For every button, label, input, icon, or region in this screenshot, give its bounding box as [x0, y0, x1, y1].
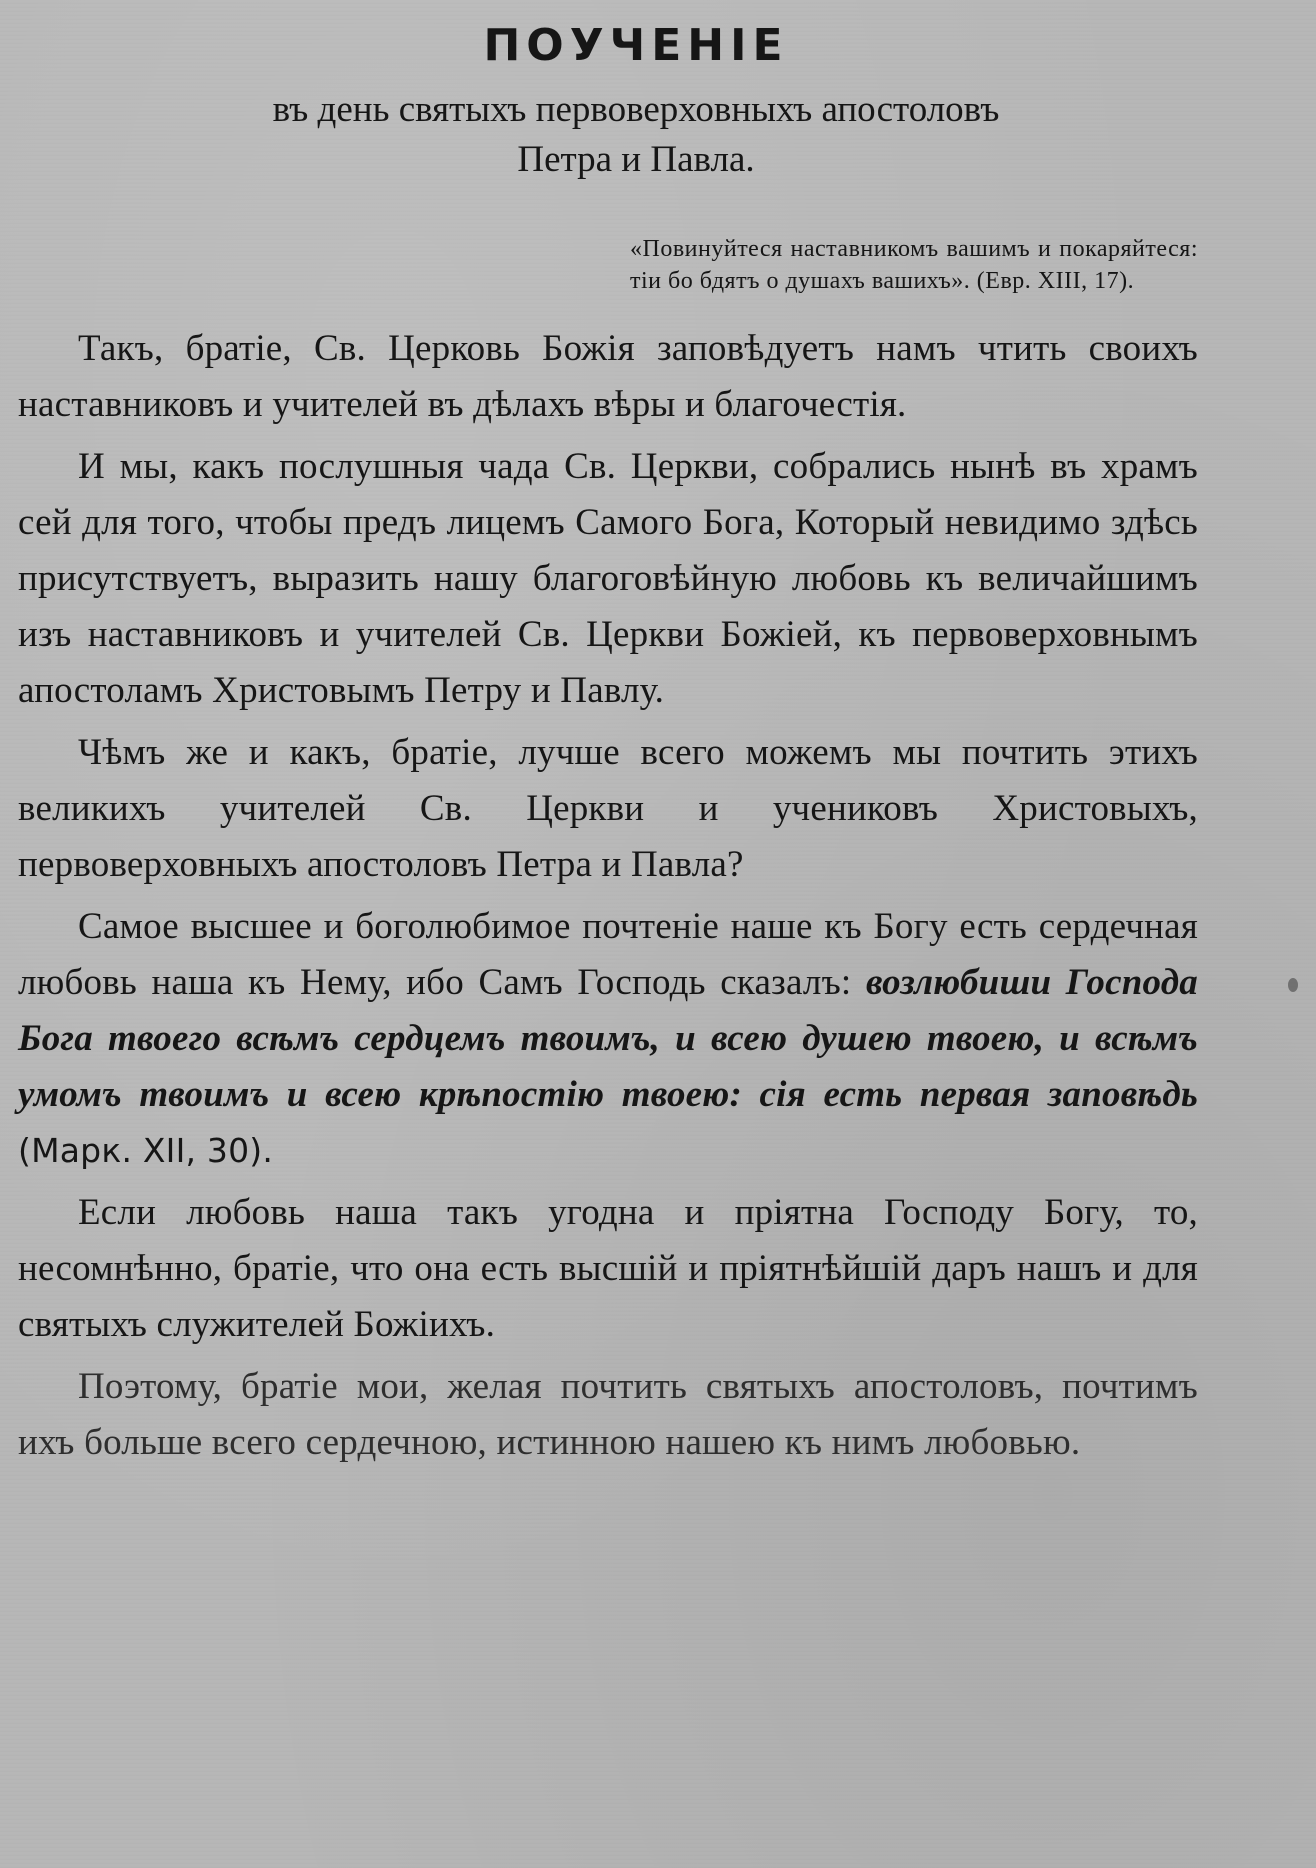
- paragraph-5: Если любовь наша такъ угодна и пріятна Господу Богу, то, несомнѣнно, братіе, что она есть высшій и пріятнѣйшій даръ нашъ и для святыхъ служителей Божіихъ.: [18, 1192, 1198, 1345]
- epigraph: «Повинуйтеся наставникомъ вашимъ и покаряйтеся: тіи бо бдятъ о душахъ вашихъ». (Евр. XIII, 17).: [630, 236, 1198, 294]
- scripture-reference: (Марк. XII, 30).: [18, 1131, 274, 1170]
- paragraph-4-text: Самое высшее и боголюбимое почтеніе наше къ Богу есть сердечная любовь наша къ Нему, ибо Самъ Господь сказалъ:: [18, 906, 1198, 1003]
- text-column: [18, 20, 1198, 1477]
- paragraph-2: И мы, какъ послушныя чада Св. Церкви, собрались нынѣ въ храмъ сей для того, чтобы предъ лицемъ Самого Бога, Который невидимо здѣсь присутствуетъ, выразить нашу благоговѣйную любовь къ величайшимъ изъ наставниковъ и учителей Св. Церкви Божіей, къ первоверховнымъ апостоламъ Христовымъ Петру и Павлу.: [18, 446, 1198, 711]
- paragraph-1: Такъ, братіе, Св. Церковь Божія заповѣдуетъ намъ чтить своихъ наставниковъ и учителей въ дѣлахъ вѣры и благочестія.: [18, 328, 1198, 425]
- paragraph-6: Поэтому, братіе мои, желая почтить святыхъ апостоловъ, почтимъ ихъ больше всего сердечною, истинною нашею къ нимъ любовью.: [18, 1366, 1198, 1463]
- scripture-quote: возлюбиши Господа Бога твоего всѣмъ сердцемъ твоимъ, и всею душею твоею, и всѣмъ умомъ твоимъ и всею крѣпостію твоею: сія есть первая заповѣдь: [18, 962, 1198, 1115]
- subtitle-line-1: въ день святыхъ первоверховныхъ апостоловъ: [272, 89, 1000, 130]
- page-title: ПОУЧЕНІЕ: [483, 20, 789, 71]
- paragraph-4: [18, 899, 1198, 1179]
- paragraph-3: Чѣмъ же и какъ, братіе, лучше всего можемъ мы почтить этихъ великихъ учителей Св. Церкви и учениковъ Христовыхъ, первоверховныхъ апостоловъ Петра и Павла?: [18, 732, 1198, 885]
- subtitle-line-2: Петра и Павла.: [517, 139, 755, 180]
- page-blemish: [1288, 978, 1298, 992]
- body-text: [18, 321, 1198, 1471]
